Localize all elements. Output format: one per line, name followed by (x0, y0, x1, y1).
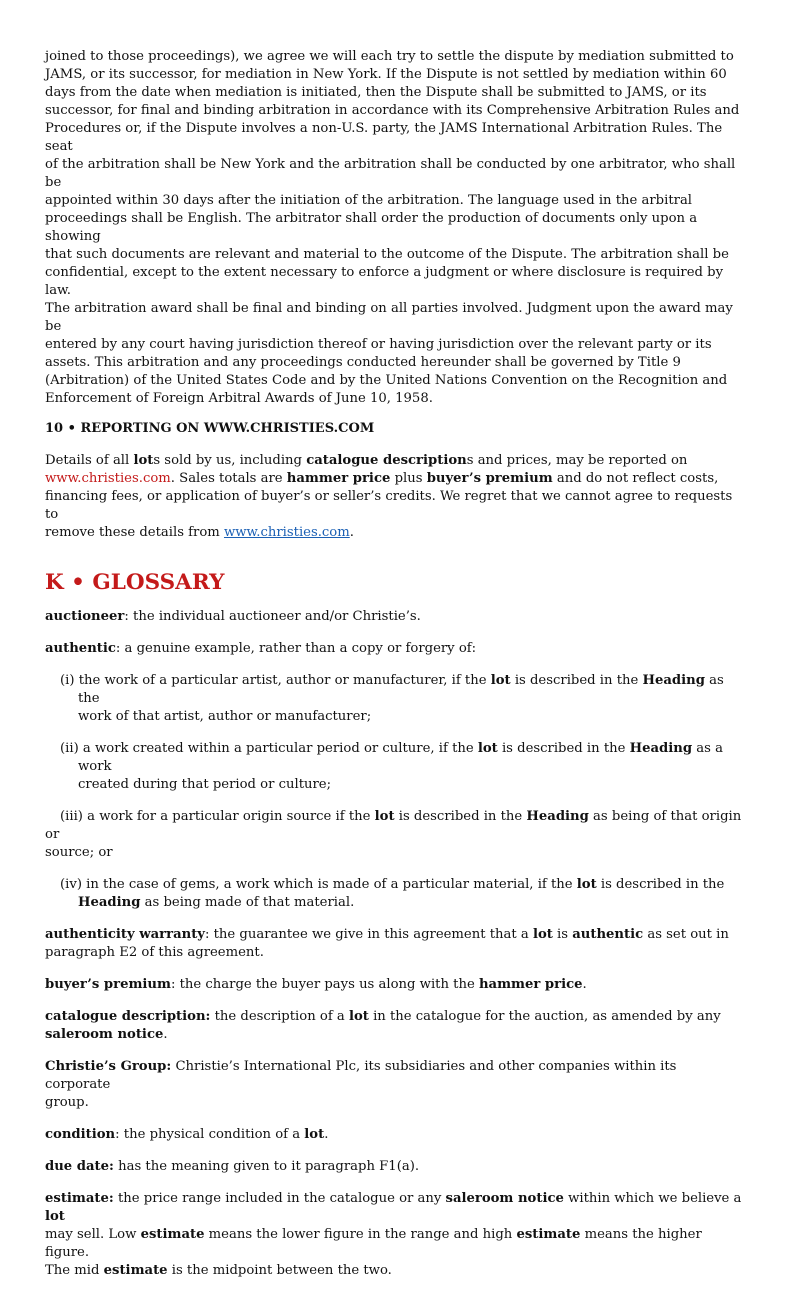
authentic-item-iii (45, 808, 745, 862)
reporting-paragraph (45, 452, 745, 542)
glossary-entry-authenticity-warranty (45, 926, 745, 962)
text-line: appointed within 30 days after the initiation of the arbitration. The language used in the arbitral (45, 193, 693, 208)
text: Details of all (45, 453, 134, 468)
text: is described in the (394, 809, 527, 824)
term: catalogue description (306, 453, 467, 468)
term: authenticity warranty (45, 927, 205, 942)
term: saleroom notice (445, 1191, 564, 1206)
term: authentic (572, 927, 644, 942)
term: saleroom notice (45, 1027, 164, 1042)
text-line: successor, for final and binding arbitration in accordance with its Comprehensive Arbitration Rules and (45, 103, 740, 118)
term: lot (576, 877, 597, 892)
text: (iii) a work for a particular origin source if the (60, 809, 375, 824)
text: within which we believe a (563, 1191, 742, 1206)
text-line: source; or (45, 845, 113, 860)
text: the description of a (210, 1009, 349, 1024)
glossary-entry-condition (45, 1126, 745, 1144)
text: the price range included in the catalogue or any (113, 1191, 446, 1206)
glossary-entry-catalogue-description (45, 1008, 745, 1044)
text: remove these details from (45, 525, 224, 540)
section-heading-reporting: 10 • REPORTING ON WWW.CHRISTIES.COM (45, 421, 375, 436)
term: Heading (629, 741, 693, 756)
text: as being of that origin or (45, 809, 742, 842)
text-line: Enforcement of Foreign Arbitral Awards of June 10, 1958. (45, 391, 433, 406)
term: lot (348, 1009, 369, 1024)
text: : the physical condition of a (115, 1127, 305, 1142)
text: has the meaning given to it paragraph F1(a). (113, 1159, 420, 1174)
term: catalogue description: (45, 1009, 211, 1024)
document-page (45, 48, 745, 1294)
term: Heading (526, 809, 589, 824)
glossary-entry-estimate (45, 1190, 745, 1280)
text: and do not reflect costs, (552, 471, 719, 486)
glossary-entry-due-date (45, 1158, 745, 1176)
text: The mid (45, 1263, 104, 1278)
glossary-entry-authentic (45, 640, 745, 658)
text-line: proceedings shall be English. The arbitrator shall order the production of documents only upon a showing (45, 211, 698, 244)
text: s and prices, may be reported on (466, 453, 688, 468)
text-line: (Arbitration) of the United States Code and by the United Nations Convention on the Recognition and (45, 373, 728, 388)
term: lot (133, 453, 154, 468)
term: Heading (78, 895, 141, 910)
text-line: group. (45, 1095, 89, 1110)
text-line: work of that artist, author or manufacturer; (78, 709, 372, 724)
authentic-item-i (45, 672, 745, 726)
text-line: JAMS, or its successor, for mediation in New York. If the Dispute is not settled by mediation within 60 (45, 67, 727, 82)
term: due date: (45, 1159, 114, 1174)
text-line: Procedures or, if the Dispute involves a non-U.S. party, the JAMS International Arbitration Rules. The seat (45, 121, 723, 154)
term: Heading (642, 673, 705, 688)
text-line: joined to those proceedings), we agree we will each try to settle the dispute by mediation submitted to (45, 49, 734, 64)
text: : the charge the buyer pays us along with the (170, 977, 479, 992)
text: s sold by us, including (153, 453, 307, 468)
text-line (45, 524, 745, 542)
text-line (45, 452, 745, 470)
term: Christie’s Group: (45, 1059, 172, 1074)
text: is described in the (596, 877, 725, 892)
text: means the lower figure in the range and high (204, 1227, 517, 1242)
text-line: The arbitration award shall be final and binding on all parties involved. Judgment upon the award may be (45, 301, 733, 334)
text: (i) the work of a particular artist, author or manufacturer, if the (60, 673, 491, 688)
authentic-item-ii (45, 740, 745, 794)
term: lot (477, 741, 498, 756)
christies-link[interactable]: www.christies.com (223, 525, 350, 540)
text-line (45, 470, 745, 488)
definition: : a genuine example, rather than a copy or forgery of: (115, 641, 477, 656)
text: . (582, 977, 587, 992)
text: is described in the (497, 741, 630, 756)
text: is (552, 927, 573, 942)
text-line: entered by any court having jurisdiction thereof or having jurisdiction over the relevant party or its (45, 337, 712, 352)
term: estimate (516, 1227, 581, 1242)
term: lot (490, 673, 511, 688)
text: as set out in (643, 927, 729, 942)
arbitration-paragraph (45, 48, 745, 408)
term: estimate: (45, 1191, 114, 1206)
term: authentic (45, 641, 116, 656)
glossary-entry-christies-group (45, 1058, 745, 1112)
text: in the catalogue for the auction, as amended by any (368, 1009, 721, 1024)
text: : the guarantee we give in this agreement that a (204, 927, 533, 942)
authentic-item-iv (45, 876, 745, 912)
term: auctioneer (45, 609, 125, 624)
text-line: days from the date when mediation is initiated, then the Dispute shall be submitted to JAMS, or its (45, 85, 707, 100)
text: . (163, 1027, 168, 1042)
term: lot (532, 927, 553, 942)
christies-link-red[interactable]: www.christies.com (45, 471, 171, 486)
term: estimate (103, 1263, 168, 1278)
text-line: paragraph E2 of this agreement. (45, 945, 264, 960)
text-line: financing fees, or application of buyer’s or seller’s credits. We regret that we cannot agree to requests to (45, 489, 733, 522)
text: . (349, 525, 354, 540)
term: lot (45, 1209, 65, 1224)
term: lot (374, 809, 395, 824)
term: estimate (140, 1227, 205, 1242)
text-line: created during that period or culture; (78, 777, 332, 792)
term: hammer price (286, 471, 391, 486)
text: is described in the (510, 673, 643, 688)
text: (iv) in the case of gems, a work which is made of a particular material, if the (60, 877, 577, 892)
term: lot (304, 1127, 325, 1142)
term: buyer’s premium (426, 471, 553, 486)
definition: : the individual auctioneer and/or Christie’s. (124, 609, 421, 624)
glossary-title: K • GLOSSARY (45, 570, 225, 595)
text: means the higher figure. (45, 1227, 702, 1260)
text-line: assets. This arbitration and any proceedings conducted hereunder shall be governed by Title 9 (45, 355, 681, 370)
text-line: that such documents are relevant and material to the outcome of the Dispute. The arbitration shall be (45, 247, 729, 262)
text: plus (390, 471, 427, 486)
term: condition (45, 1127, 116, 1142)
text-line: of the arbitration shall be New York and the arbitration shall be conducted by one arbitrator, who shall be (45, 157, 736, 190)
text: is the midpoint between the two. (167, 1263, 392, 1278)
text: as being made of that material. (140, 895, 355, 910)
glossary-entry-buyers-premium (45, 976, 745, 994)
term: buyer’s premium (45, 977, 171, 992)
text: Christie’s International Plc, its subsidiaries and other companies within its corporate (45, 1059, 677, 1092)
text: as the (78, 673, 724, 706)
term: hammer price (478, 977, 583, 992)
text: . (324, 1127, 329, 1142)
text: (ii) a work created within a particular period or culture, if the (60, 741, 478, 756)
text-line: confidential, except to the extent necessary to enforce a judgment or where disclosure is required by law. (45, 265, 724, 298)
glossary-entry-auctioneer (45, 608, 745, 626)
text: as a work (78, 741, 723, 774)
text: may sell. Low (45, 1227, 141, 1242)
text: . Sales totals are (170, 471, 287, 486)
